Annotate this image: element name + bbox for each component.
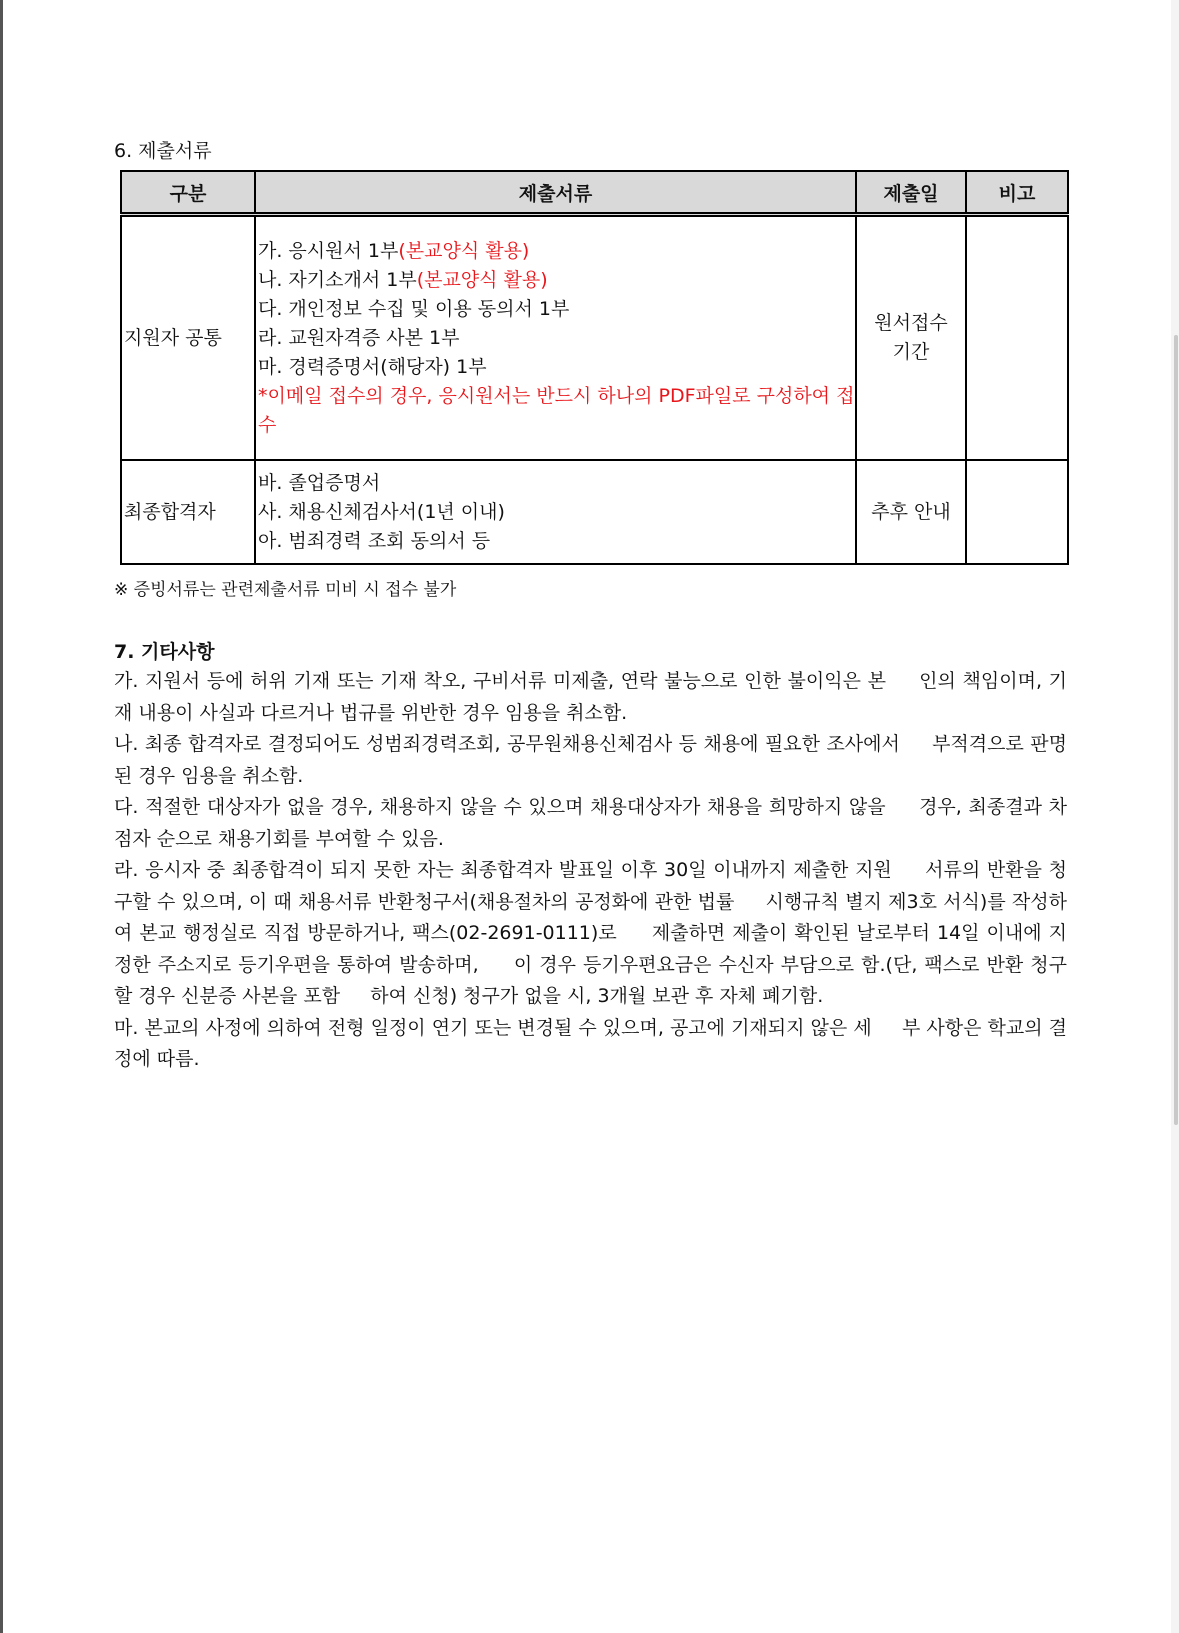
misc-item: 마. 본교의 사정에 의하여 전형 일정이 연기 또는 변경될 수 있으며, 공고에 기재되지 않은 세 부 사항은 학교의 결정에 따름. [114, 1016, 1067, 1070]
form-note: (본교양식 활용) [398, 239, 530, 262]
row-date-common: 원서접수 기간 [856, 215, 966, 461]
table-row [121, 215, 1068, 461]
section-6-title: 6. 제출서류 [114, 140, 212, 162]
row-documents-common [255, 215, 856, 461]
row-documents-final [255, 460, 856, 564]
header-remarks: 비고 [966, 171, 1068, 215]
document-item: 사. 채용신체검사서(1년 이내) [258, 500, 505, 523]
document-item: 아. 범죄경력 조회 동의서 등 [258, 529, 491, 552]
header-submit-date: 제출일 [856, 171, 966, 215]
document-item: 가. 응시원서 1부(본교양식 활용) [258, 239, 530, 262]
viewer-left-edge [0, 0, 3, 1633]
section-7-title: 7. 기타사항 [114, 641, 215, 663]
scrollbar-track[interactable] [1171, 0, 1179, 1633]
misc-item: 나. 최종 합격자로 결정되어도 성범죄경력조회, 공무원채용신체검사 등 채용에 필요한 조사에서 부적격으로 판명된 경우 임용을 취소함. [114, 733, 1067, 787]
evidence-footnote: ※ 증빙서류는 관련제출서류 미비 시 접수 불가 [114, 580, 457, 600]
row-date-final: 추후 안내 [856, 460, 966, 564]
document-item: 다. 개인정보 수집 및 이용 동의서 1부 [258, 297, 570, 320]
table-header-row [121, 171, 1068, 215]
scrollbar-thumb[interactable] [1174, 335, 1178, 1125]
submission-documents-table [120, 170, 1069, 565]
document-item: 라. 교원자격증 사본 1부 [258, 326, 460, 349]
header-documents: 제출서류 [255, 171, 856, 215]
document-item: 마. 경력증명서(해당자) 1부 [258, 355, 487, 378]
row-category-common: 지원자 공통 [121, 215, 255, 461]
form-note: (본교양식 활용) [416, 268, 548, 291]
misc-item: 다. 적절한 대상자가 없을 경우, 채용하지 않을 수 있으며 채용대상자가 채용을 희망하지 않을 경우, 최종결과 차점자 순으로 채용기회를 부여할 수 있음. [114, 796, 1067, 850]
header-category: 구분 [121, 171, 255, 215]
row-remark-common [966, 215, 1068, 461]
email-warning: *이메일 접수의 경우, 응시원서는 반드시 하나의 PDF파일로 구성하여 접수 [258, 384, 855, 436]
row-remark-final [966, 460, 1068, 564]
misc-item: 가. 지원서 등에 허위 기재 또는 기재 착오, 구비서류 미제출, 연락 불능으로 인한 불이익은 본 인의 책임이며, 기재 내용이 사실과 다르거나 법규를 위반한 경우 임용을 취소함. [114, 670, 1067, 724]
table-row [121, 460, 1068, 564]
misc-items [114, 666, 1067, 1076]
document-item: 나. 자기소개서 1부(본교양식 활용) [258, 268, 548, 291]
misc-item: 라. 응시자 중 최종합격이 되지 못한 자는 최종합격자 발표일 이후 30일 이내까지 제출한 지원 서류의 반환을 청구할 수 있으며, 이 때 채용서류 반환청구서(채용절차의 공정화에 관한 법률 시행규칙 별지 제3호 서식)를 작성하여 본교 행정실로 직접 방문하거나, 팩스(02-2691-0111)로 제출하면 제출이 확인된 날로부터 14일 이내에 지정한 주소지로 등기우편을 통하여 발송하며, 이 경우 등기우편요금은 수신자 부담으로 함.(단, 팩스로 반환 청구할 경우 신분증 사본을 포함 하여 신청) 청구가 없을 시, 3개월 보관 후 자체 폐기함. [114, 859, 1067, 1007]
document-item: 바. 졸업증명서 [258, 471, 381, 494]
row-category-final: 최종합격자 [121, 460, 255, 564]
